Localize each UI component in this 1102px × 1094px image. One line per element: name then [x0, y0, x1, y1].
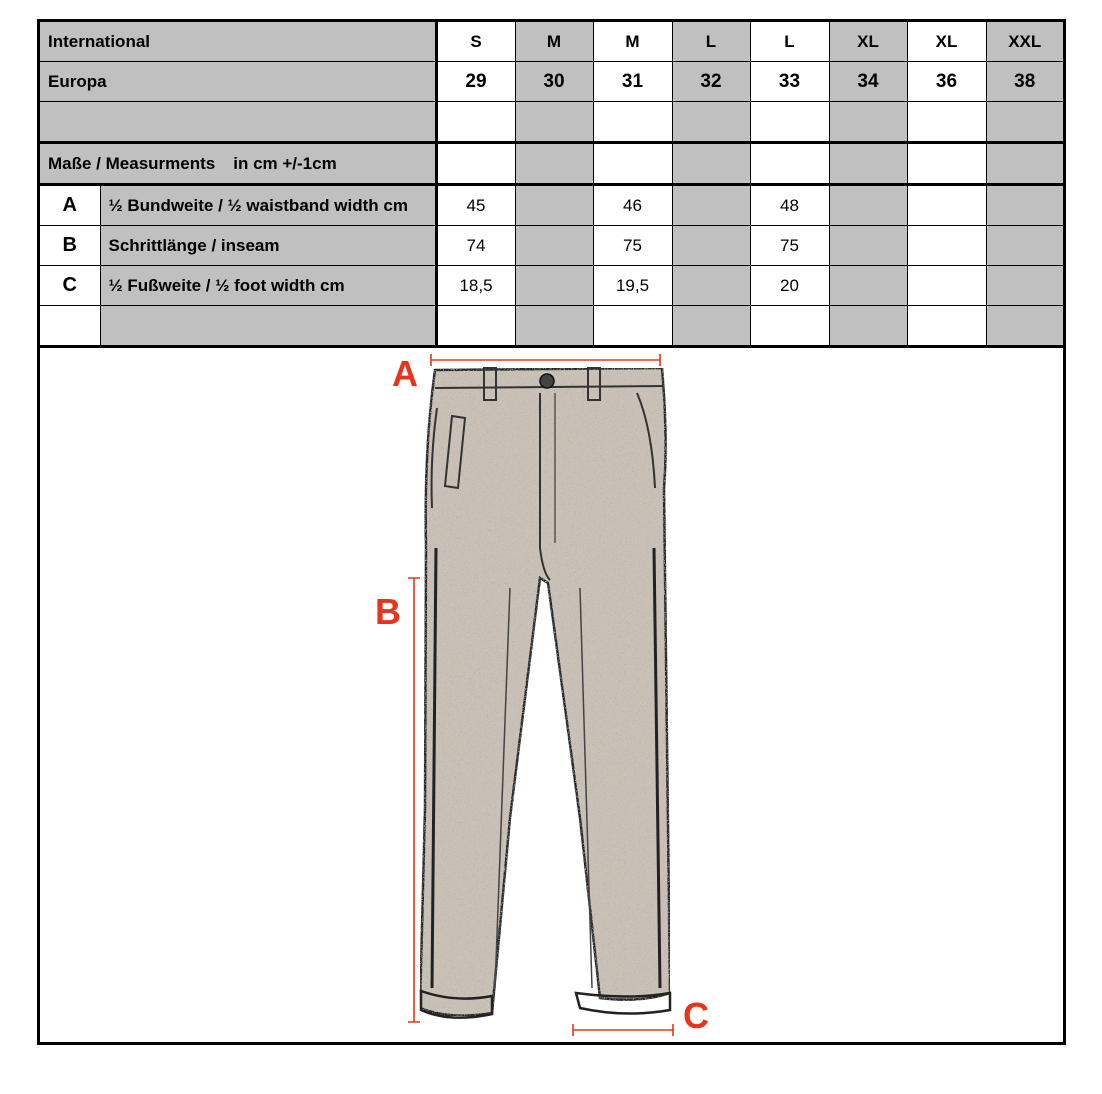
- empty-cell: [672, 306, 750, 347]
- spacer-cell: [436, 102, 515, 143]
- marker-a-label: A: [392, 353, 418, 394]
- measure-a-value-2: [515, 185, 593, 226]
- empty-cell: [593, 306, 672, 347]
- right-cuff: [576, 993, 670, 1014]
- international-size-5: L: [750, 22, 829, 62]
- measure-b-value-1: 74: [436, 226, 515, 266]
- measure-a-value-4: [672, 185, 750, 226]
- measures-header-cell: [829, 143, 907, 185]
- measures-header-label: [40, 143, 436, 185]
- size-table: [40, 22, 1063, 348]
- measure-c-value-1: 18,5: [436, 266, 515, 306]
- measure-c-value-5: 20: [750, 266, 829, 306]
- europa-size-5: 33: [750, 62, 829, 102]
- pants-illustration: [420, 368, 670, 1018]
- empty-cell: [515, 306, 593, 347]
- row-measures-header: [40, 143, 1063, 185]
- marker-c-label: C: [683, 995, 709, 1036]
- measure-b-value-7: [907, 226, 986, 266]
- europa-size-2: 30: [515, 62, 593, 102]
- row-empty: [40, 306, 1063, 347]
- measure-letter-c: C: [40, 266, 100, 306]
- measure-a-value-7: [907, 185, 986, 226]
- measure-c-value-3: 19,5: [593, 266, 672, 306]
- spacer-cell: [515, 102, 593, 143]
- measure-b-value-5: 75: [750, 226, 829, 266]
- empty-cell: [750, 306, 829, 347]
- spacer-cell: [986, 102, 1063, 143]
- empty-cell: [986, 306, 1063, 347]
- pants-measurement-diagram: [40, 348, 1063, 1042]
- measure-marker-c: [573, 995, 709, 1036]
- measure-a-value-5: 48: [750, 185, 829, 226]
- row-a: [40, 185, 1063, 226]
- row-c: [40, 266, 1063, 306]
- empty-letter-cell: [40, 306, 100, 347]
- measures-unit: in cm +/-1cm: [233, 153, 337, 173]
- international-size-3: M: [593, 22, 672, 62]
- row-b: [40, 226, 1063, 266]
- europa-size-4: 32: [672, 62, 750, 102]
- measures-title: Maße / Measurments: [48, 153, 216, 173]
- measure-label-a: ½ Bundweite / ½ waistband width cm: [100, 185, 436, 226]
- measures-header-cell: [750, 143, 829, 185]
- pants-body: [420, 368, 670, 1016]
- measure-a-value-3: 46: [593, 185, 672, 226]
- measures-header-cell: [593, 143, 672, 185]
- button-icon: [540, 374, 554, 388]
- empty-cell: [829, 306, 907, 347]
- europa-size-8: 38: [986, 62, 1063, 102]
- europa-label: Europa: [40, 62, 436, 102]
- empty-label-cell: [100, 306, 436, 347]
- empty-cell: [907, 306, 986, 347]
- measure-c-value-6: [829, 266, 907, 306]
- measure-letter-a: A: [40, 185, 100, 226]
- measure-label-b: Schrittlänge / inseam: [100, 226, 436, 266]
- europa-size-3: 31: [593, 62, 672, 102]
- measure-c-value-8: [986, 266, 1063, 306]
- spacer-label-cell: [40, 102, 436, 143]
- measure-b-value-3: 75: [593, 226, 672, 266]
- measure-b-value-6: [829, 226, 907, 266]
- measures-header-cell: [436, 143, 515, 185]
- measure-c-value-7: [907, 266, 986, 306]
- europa-size-6: 34: [829, 62, 907, 102]
- measure-letter-b: B: [40, 226, 100, 266]
- measure-a-value-1: 45: [436, 185, 515, 226]
- spacer-cell: [750, 102, 829, 143]
- measure-a-value-6: [829, 185, 907, 226]
- europa-size-7: 36: [907, 62, 986, 102]
- measure-c-value-4: [672, 266, 750, 306]
- europa-size-1: 29: [436, 62, 515, 102]
- marker-b-label: B: [375, 591, 401, 632]
- measure-marker-b: [375, 578, 420, 1022]
- international-size-2: M: [515, 22, 593, 62]
- measure-b-value-2: [515, 226, 593, 266]
- measure-a-value-8: [986, 185, 1063, 226]
- international-size-6: XL: [829, 22, 907, 62]
- row-spacer: [40, 102, 1063, 143]
- measures-header-cell: [672, 143, 750, 185]
- row-europa: [40, 62, 1063, 102]
- spacer-cell: [593, 102, 672, 143]
- measures-header-cell: [986, 143, 1063, 185]
- measure-c-value-2: [515, 266, 593, 306]
- measure-b-value-8: [986, 226, 1063, 266]
- measures-header-cell: [515, 143, 593, 185]
- spacer-cell: [829, 102, 907, 143]
- size-chart-sheet: [37, 19, 1066, 1045]
- international-size-1: S: [436, 22, 515, 62]
- spacer-cell: [672, 102, 750, 143]
- international-label: International: [40, 22, 436, 62]
- measure-b-value-4: [672, 226, 750, 266]
- row-international: [40, 22, 1063, 62]
- international-size-8: XXL: [986, 22, 1063, 62]
- empty-cell: [436, 306, 515, 347]
- international-size-7: XL: [907, 22, 986, 62]
- measure-label-c: ½ Fußweite / ½ foot width cm: [100, 266, 436, 306]
- spacer-cell: [907, 102, 986, 143]
- measures-header-cell: [907, 143, 986, 185]
- international-size-4: L: [672, 22, 750, 62]
